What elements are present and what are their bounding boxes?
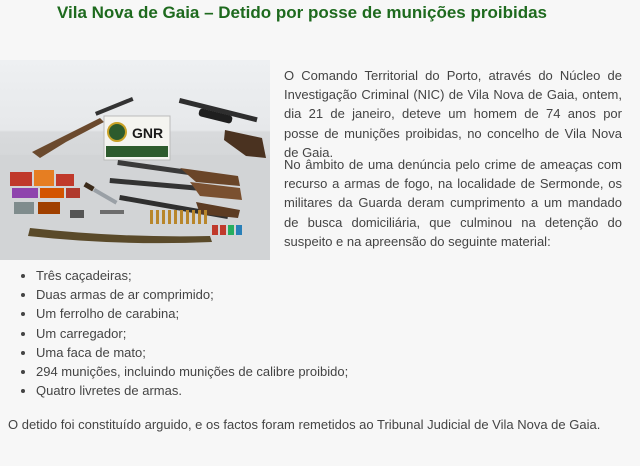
scoped-air-rifle: [179, 98, 266, 158]
list-item: • Duas armas de ar comprimido;: [36, 285, 348, 304]
list-item: • Quatro livretes de armas.: [36, 381, 348, 400]
list-item: • Um ferrolho de carabina;: [36, 304, 348, 323]
list-item: • Um carregador;: [36, 324, 348, 343]
list-item: • 294 munições, incluindo munições de calibre proibido;: [36, 362, 348, 381]
article-paragraph-1: O Comando Territorial do Porto, através do Núcleo de Investigação Criminal (NIC) de Vila Nova de Gaia, ontem, dia 21 de janeiro, deteve um homem de 74 anos por posse de munições proibidas, no concelho de Vila Nova de Gaia.: [284, 68, 622, 160]
article-paragraph-2: No âmbito de uma denúncia pelo crime de ameaças com recurso a armas de fogo, na localidade de Sermonde, os militares da Guarda deram cumprimento a um mandado de busca domiciliária, que culminou na detenção do suspeito e na apreensão do seguinte material:: [284, 157, 622, 249]
seized-weapons-illustration: [0, 60, 270, 260]
list-item: • Uma faca de mato;: [36, 343, 348, 362]
list-item: • Três caçadeiras;: [36, 266, 348, 285]
gnr-sign: [104, 116, 170, 160]
article-title: Vila Nova de Gaia – Detido por posse de munições proibidas: [57, 3, 547, 22]
rifle-magazine: [70, 210, 84, 218]
article-paragraph-3: O detido foi constituído arguido, e os factos foram remetidos ao Tribunal Judicial de Vila Nova de Gaia.: [8, 417, 601, 432]
seized-items-list: [20, 266, 348, 400]
rifle-bolt: [100, 210, 124, 214]
seized-weapons-photo: [0, 60, 270, 260]
gnr-badge-text: GNR: [132, 125, 164, 141]
